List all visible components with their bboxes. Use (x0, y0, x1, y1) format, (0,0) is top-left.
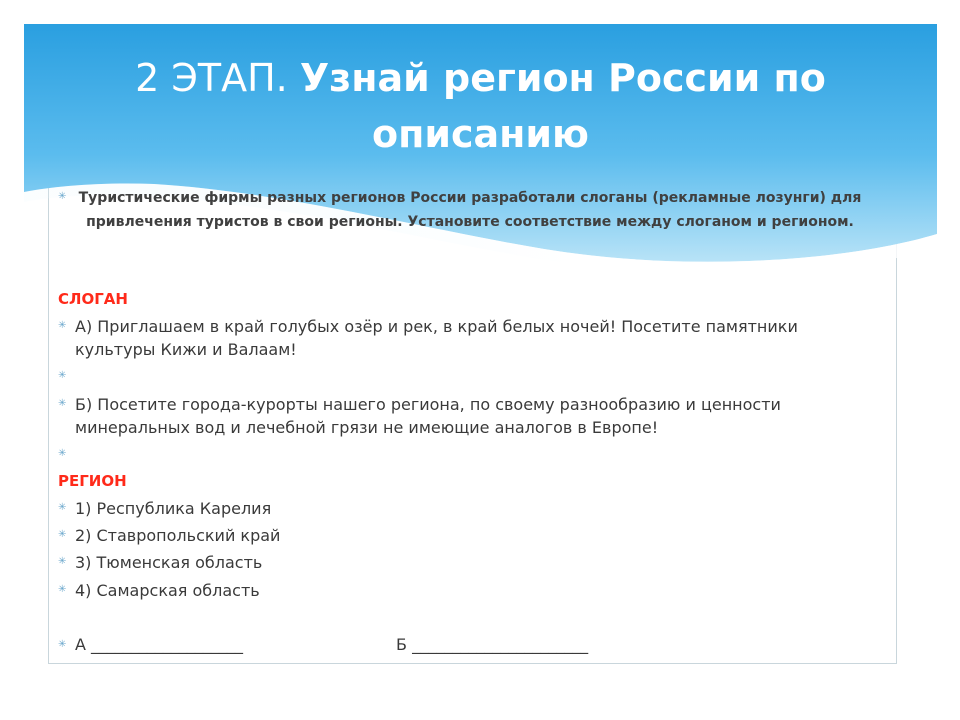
region-1: 1) Республика Карелия (75, 499, 272, 518)
list-item (58, 497, 878, 520)
slogan-b: Б) Посетите города-курорты нашего региона, по своему разнообразию и ценности минеральных вод и лечебной грязи не имеющие аналогов в Европе! (75, 395, 781, 437)
answer-a-blank[interactable]: А ___________________ (75, 635, 244, 654)
bullet-icon: ✳ (58, 398, 67, 409)
intro-paragraph (58, 186, 878, 234)
list-item (58, 524, 878, 547)
regions-heading-row (58, 470, 878, 492)
regions-heading: РЕГИОН (58, 472, 127, 490)
bullet-icon: ✳ (58, 448, 67, 459)
answer-b-blank[interactable]: Б ______________________ (396, 635, 589, 654)
slogans-heading-row (58, 288, 878, 310)
region-2: 2) Ставропольский край (75, 526, 281, 545)
list-item (58, 393, 878, 439)
bullet-icon: ✳ (58, 639, 67, 650)
slogans-heading: СЛОГАН (58, 290, 128, 308)
list-item (58, 315, 878, 361)
bullet-icon: ✳ (58, 584, 67, 595)
bullet-icon: ✳ (58, 502, 67, 513)
bullet-icon: ✳ (58, 320, 67, 331)
slogan-a: А) Приглашаем в край голубых озёр и рек, в край белых ночей! Посетите памятники культуры Кижи и Валаам! (75, 317, 798, 359)
list-item (58, 551, 878, 574)
list-item (58, 579, 878, 602)
title-main: Узнай регион России по описанию (299, 56, 826, 156)
intro-text: Туристические фирмы разных регионов России разработали слоганы (рекламные лозунги) для привлечения туристов в свои регионы. Установите соответствие между слоганом и регионом. (78, 190, 862, 230)
region-3: 3) Тюменская область (75, 553, 263, 572)
title-stage-number: 2 ЭТАП. (135, 56, 288, 100)
page-title (24, 50, 937, 162)
region-4: 4) Самарская область (75, 581, 260, 600)
bullet-icon: ✳ (58, 556, 67, 567)
bullet-icon: ✳ (58, 529, 67, 540)
bullet-icon: ✳ (58, 191, 67, 202)
bullet-icon: ✳ (58, 370, 67, 381)
